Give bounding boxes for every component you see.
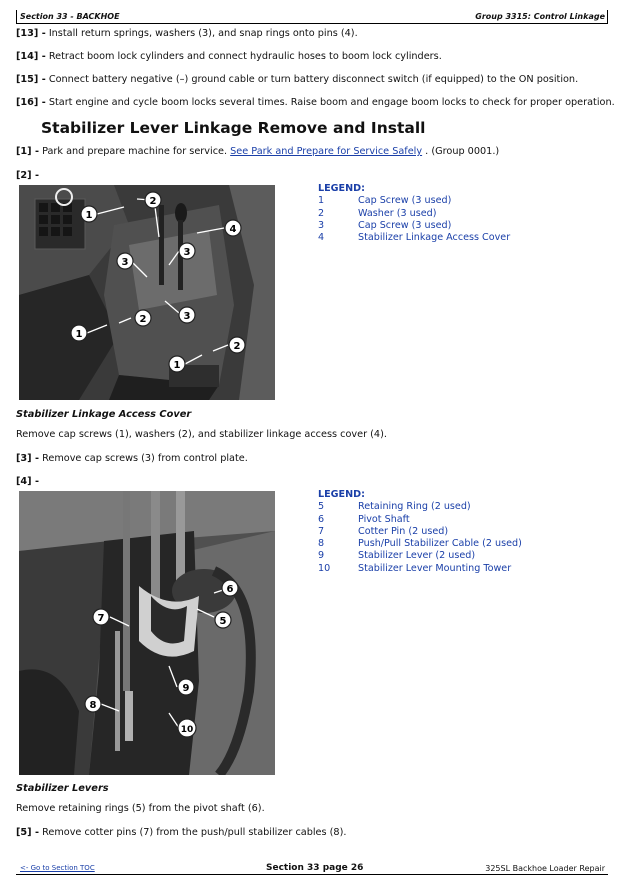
legend-title: LEGEND: <box>318 489 365 500</box>
callout-3b: 3 <box>121 257 129 268</box>
footer-rule <box>16 874 608 875</box>
legend-item: 5 Retaining Ring (2 used) <box>318 501 471 513</box>
legend-item: 6 Pivot Shaft <box>318 513 410 525</box>
footer-product: 325SL Backhoe Loader Repair <box>485 864 605 873</box>
callout-2b: 2 <box>139 314 147 325</box>
legend-item: 2 Washer (3 used) <box>318 207 437 219</box>
step-15: [15] - Connect battery negative (–) ground cable or turn battery disconnect switch (if equipped) to the ON position. <box>16 74 579 85</box>
callout-3c: 3 <box>183 311 191 322</box>
callout-8: 8 <box>89 700 97 711</box>
callout-9: 9 <box>182 683 190 694</box>
figure-access-cover <box>19 185 275 400</box>
header-border-right <box>607 10 608 23</box>
callout-4: 4 <box>229 224 237 235</box>
legend-title: LEGEND: <box>318 183 365 194</box>
callout-1b: 1 <box>75 329 83 340</box>
header-section: Section 33 - BACKHOE <box>20 12 120 21</box>
callout-2c: 2 <box>233 341 241 352</box>
callout-5: 5 <box>219 616 227 627</box>
legend-item: 9 Stabilizer Lever (2 used) <box>318 550 476 562</box>
callout-10: 10 <box>180 725 194 735</box>
callout-3a: 3 <box>183 247 191 258</box>
step-1: [1] - Park and prepare machine for service. See Park and Prepare for Service Safely . (Group 0001.) <box>16 146 500 157</box>
figure-stabilizer-levers <box>19 491 275 775</box>
legend-item: 10 Stabilizer Lever Mounting Tower <box>318 562 512 574</box>
header-rule <box>16 23 608 24</box>
footer-page: Section 33 page 26 <box>266 863 364 873</box>
section-heading: Stabilizer Lever Linkage Remove and Install <box>41 119 426 137</box>
section-toc-link[interactable]: <- Go to Section TOC <box>20 864 95 872</box>
legend-item: 8 Push/Pull Stabilizer Cable (2 used) <box>318 538 522 550</box>
callout-2a: 2 <box>149 196 157 207</box>
step-16: [16] - Start engine and cycle boom locks several times. Raise boom and engage boom locks to check for proper operation. <box>16 97 615 108</box>
legend-figure-1 <box>318 183 510 244</box>
callout-7: 7 <box>97 613 105 624</box>
step-14: [14] - Retract boom lock cylinders and connect hydraulic hoses to boom lock cylinders. <box>16 51 442 62</box>
figure-1-caption: Stabilizer Linkage Access Cover <box>16 409 192 420</box>
step-2: [2] - <box>16 170 39 181</box>
step-4: [4] - <box>16 476 39 487</box>
callout-1a: 1 <box>85 210 93 221</box>
step-5: [5] - Remove cotter pins (7) from the push/pull stabilizer cables (8). <box>16 827 347 838</box>
callout-6: 6 <box>226 584 234 595</box>
park-prepare-link[interactable]: See Park and Prepare for Service Safely <box>230 146 423 157</box>
legend-figure-2 <box>318 489 522 575</box>
paragraph-remove-rings: Remove retaining rings (5) from the pivot shaft (6). <box>16 803 265 814</box>
header-border-left <box>16 10 17 23</box>
figure-2-caption: Stabilizer Levers <box>16 783 109 794</box>
legend-item: 1 Cap Screw (3 used) <box>318 195 452 207</box>
callout-1c: 1 <box>173 360 181 371</box>
legend-item: 4 Stabilizer Linkage Access Cover <box>318 232 511 244</box>
paragraph-remove-cover: Remove cap screws (1), washers (2), and stabilizer linkage access cover (4). <box>16 429 387 440</box>
step-3: [3] - Remove cap screws (3) from control plate. <box>16 453 248 464</box>
legend-item: 7 Cotter Pin (2 used) <box>318 525 449 537</box>
header-group: Group 3315: Control Linkage <box>475 12 605 21</box>
legend-item: 3 Cap Screw (3 used) <box>318 219 452 231</box>
step-13: [13] - Install return springs, washers (3), and snap rings onto pins (4). <box>16 28 358 39</box>
